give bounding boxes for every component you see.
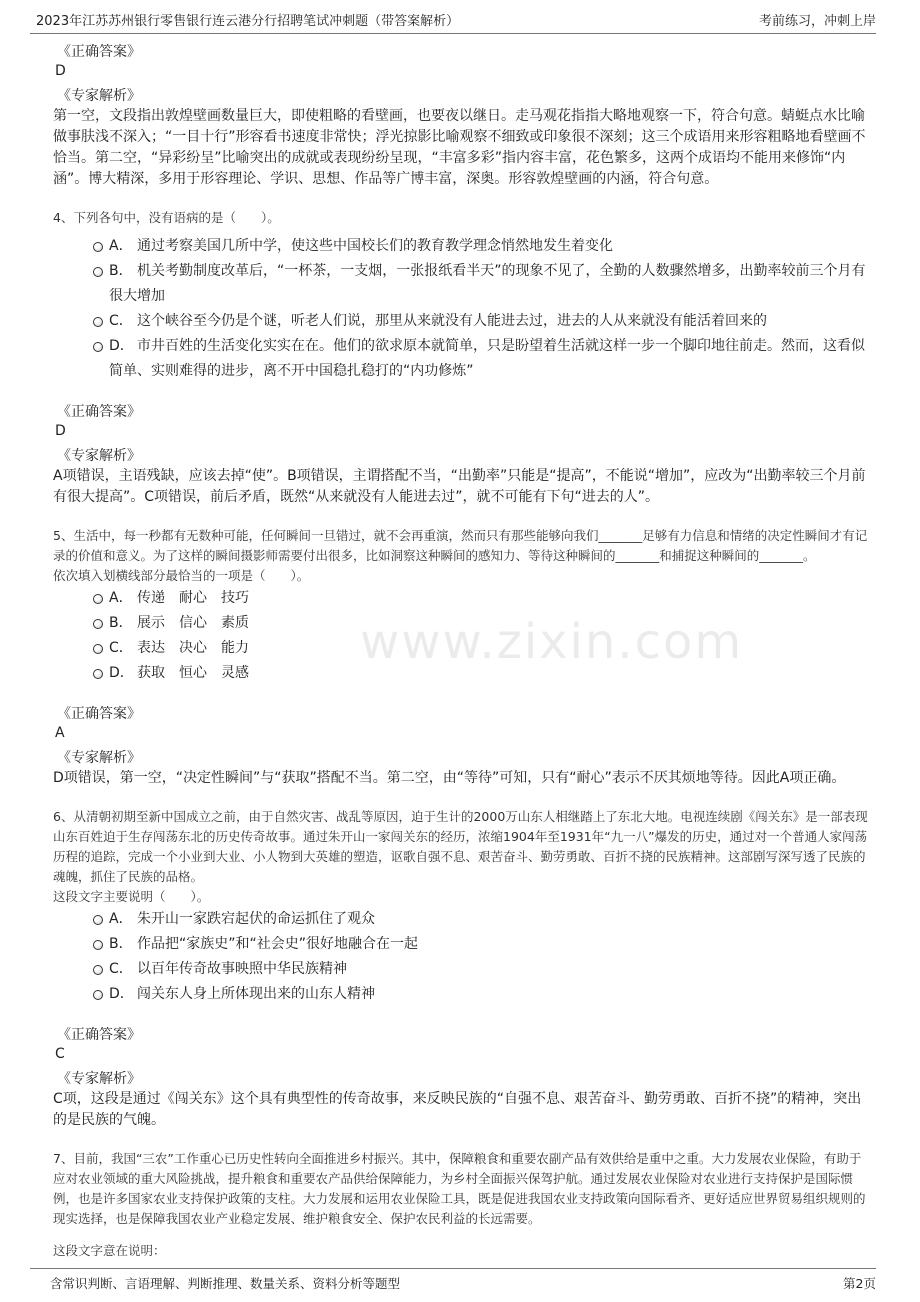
- radio-icon[interactable]: [93, 619, 103, 629]
- analysis-text: D项错误，第一空，“决定性瞬间”与“获取”搭配不当。第二空，由“等待”可知，只有“耐心”表示不厌其烦地等待。因此A项正确。: [53, 770, 846, 786]
- answer-value: D: [55, 63, 66, 79]
- option-a[interactable]: A． 传递 耐心 技巧: [53, 586, 868, 611]
- option-a[interactable]: A． 朱开山一家跌宕起伏的命运抓住了观众: [53, 907, 868, 932]
- option-b[interactable]: B． 机关考勤制度改革后，“一杯茶，一支烟，一张报纸看半天”的现象不见了，全勤的人数骤然增多，出勤率较前三个月有很大增加: [53, 259, 868, 309]
- page-footer: [0, 1268, 920, 1302]
- radio-icon[interactable]: [93, 267, 103, 277]
- radio-icon[interactable]: [93, 965, 103, 975]
- footer-divider: [30, 1268, 876, 1269]
- footer-description: 含常识判断、言语理解、判断推理、数量关系、资料分析等题型: [50, 1276, 401, 1291]
- answer-label: 《正确答案》: [57, 44, 141, 60]
- option-d[interactable]: D． 闯关东人身上所体现出来的山东人精神: [53, 982, 868, 1007]
- answer-label: 《正确答案》: [57, 1027, 141, 1043]
- analysis-text: A项错误，主语残缺，应该去掉“使”。B项错误，主谓搭配不当，“出勤率”只能是“提高”，不能说“增加”，应改为“出勤率较三个月前有很大提高”。C项错误，前后矛盾，既然“从来就没有人能进去过”，就不可能有下句“进去的人”。: [53, 468, 866, 505]
- analysis-label: 《专家解析》: [57, 88, 141, 104]
- radio-icon[interactable]: [93, 242, 103, 252]
- radio-icon[interactable]: [93, 342, 103, 352]
- answer-label: 《正确答案》: [57, 706, 141, 722]
- question-4: [53, 208, 868, 508]
- answer-value: A: [55, 725, 65, 741]
- question-stem: 7、目前，我国“三农”工作重心已历史性转向全面推进乡村振兴。其中，保障粮食和重要农副产品有效供给是重中之重。大力发展农业保险，有助于应对农业领域的重大风险挑战，提升粮食和重要农产品供给保障能力，为乡村全面振兴保驾护航。通过发展农业保险对农业进行支持保护是国际惯例，也是许多国家农业支持保护政策的支柱。大力发展和运用农业保险工具，既是促进我国农业支持政策向国际看齐、更好适应世界贸易组织规则的现实选择，也是保障我国农业产业稳定发展、维护粮食安全、保护农民利益的长远需要。: [53, 1151, 866, 1226]
- question-3-solution: [53, 42, 868, 190]
- analysis-label: 《专家解析》: [57, 448, 141, 464]
- option-c[interactable]: C． 以百年传奇故事映照中华民族精神: [53, 957, 868, 982]
- header-slogan: 考前练习，冲刺上岸: [758, 14, 876, 29]
- radio-icon[interactable]: [93, 644, 103, 654]
- analysis-label: 《专家解析》: [57, 750, 141, 766]
- radio-icon[interactable]: [93, 594, 103, 604]
- analysis-text: C项，这段是通过《闯关东》这个具有典型性的传奇故事，来反映民族的“自强不息、艰苦奋斗、勤劳勇敢、百折不挠”的精神，突出的是民族的气魄。: [53, 1091, 862, 1128]
- option-c[interactable]: C． 这个峡谷至今仍是个谜，听老人们说，那里从来就没有人能进去过，进去的人从来就没有能活着回来的: [53, 309, 868, 334]
- answer-value: D: [55, 423, 66, 439]
- option-c[interactable]: C． 表达 决心 能力: [53, 636, 868, 661]
- question-6: [53, 807, 868, 1131]
- answer-value: C: [55, 1046, 65, 1062]
- option-d[interactable]: D． 获取 恒心 灵感: [53, 661, 868, 686]
- question-stem: 6、从清朝初期至新中国成立之前，由于自然灾害、战乱等原因，迫于生计的2000万山东人相继踏上了东北大地。电视连续剧《闯关东》是一部表现山东百姓迫于生存闯荡东北的历史传奇故事。通过朱开山一家闯关东的经历，浓缩1904年至1931年“九一八”爆发的历史，通过对一个普通人家闯荡历程的追踪，完成一个小业到大业、小人物到大英雄的塑造，讴歌自强不息、艰苦奋斗、勤劳勇敢、百折不挠的民族精神。这部剧写深写透了民族的魂魄，抓住了民族的品格。: [53, 809, 868, 884]
- question-5: [53, 526, 868, 789]
- question-prompt: 这段文字意在说明：: [53, 1243, 166, 1258]
- question-7: [53, 1149, 868, 1261]
- analysis-label: 《专家解析》: [57, 1071, 141, 1087]
- option-d[interactable]: D． 市井百姓的生活变化实实在在。他们的欲求原本就简单，只是盼望着生活就这样一步一个脚印地往前走。然而，这看似简单、实则难得的进步，离不开中国稳扎稳打的“内功修炼”: [53, 334, 868, 384]
- document-title: 2023年江苏苏州银行零售银行连云港分行招聘笔试冲刺题（带答案解析）: [36, 14, 460, 29]
- page-header: [0, 0, 920, 34]
- option-b[interactable]: B． 展示 信心 素质: [53, 611, 868, 636]
- question-prompt: 这段文字主要说明（ ）。: [53, 889, 210, 904]
- question-stem: 4、下列各句中，没有语病的是（ ）。: [53, 210, 280, 225]
- watermark: www.zixin.com: [360, 614, 744, 670]
- radio-icon[interactable]: [93, 990, 103, 1000]
- header-divider: [30, 33, 876, 34]
- analysis-text: 第一空，文段指出敦煌壁画数量巨大，即使粗略的看壁画，也要夜以继日。走马观花指指大略地观察一下，符合句意。蜻蜓点水比喻做事肤浅不深入；“一目十行”形容看书速度非常快；浮光掠影比喻观察不细致或印象很不深刻；这三个成语用来形容粗略地看壁画不恰当。第二空，“异彩纷呈”比喻突出的成就或表现纷纷呈现，“丰富多彩”指内容丰富，花色繁多，这两个成语均不能用来修饰“内涵”。博大精深，多用于形容理论、学识、思想、作品等广博丰富，深奥。形容敦煌壁画的内涵，符合句意。: [53, 108, 866, 187]
- option-b[interactable]: B． 作品把“家族史”和“社会史”很好地融合在一起: [53, 932, 868, 957]
- option-a[interactable]: A． 通过考察美国几所中学，使这些中国校长们的教育教学理念悄然地发生着变化: [53, 234, 868, 259]
- answer-label: 《正确答案》: [57, 404, 141, 420]
- radio-icon[interactable]: [93, 669, 103, 679]
- radio-icon[interactable]: [93, 915, 103, 925]
- question-prompt: 依次填入划横线部分最恰当的一项是（ ）。: [53, 568, 310, 583]
- radio-icon[interactable]: [93, 317, 103, 327]
- question-stem: 5、生活中，每一秒都有无数种可能，任何瞬间一旦错过，就不会再重演，然而只有那些能够向我们_______足够有力信息和情绪的决定性瞬间才有记录的价值和意义。为了这样的瞬间摄影师需要付出很多，比如洞察这种瞬间的感知力、等待这种瞬间的_______和捕捉这种瞬间的_______。: [53, 528, 868, 563]
- page-content: [53, 42, 868, 1261]
- radio-icon[interactable]: [93, 940, 103, 950]
- page-number: 第2页: [843, 1276, 876, 1291]
